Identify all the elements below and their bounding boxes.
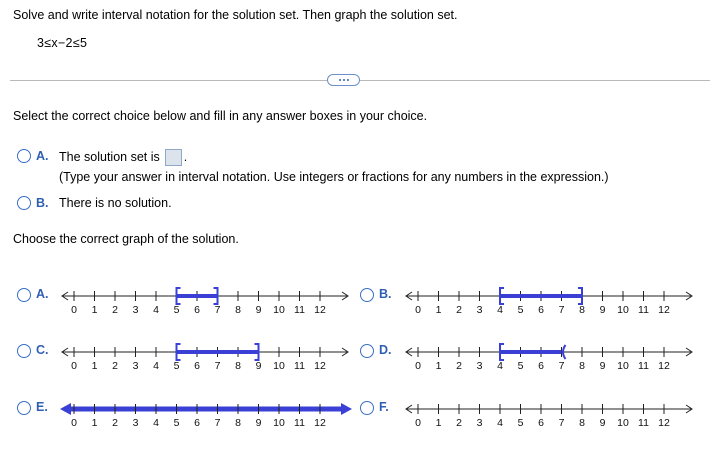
- tick-label: 4: [153, 417, 159, 429]
- graph-letter: F.: [379, 400, 389, 414]
- dot-icon: [347, 79, 349, 81]
- tick-label: 9: [255, 304, 262, 316]
- tick-label: 5: [173, 304, 180, 316]
- tick-label: 6: [538, 360, 544, 372]
- choice-a-label: [59, 149, 187, 166]
- tick-label: 12: [658, 417, 670, 429]
- number-line: [60, 340, 352, 374]
- tick-label: 2: [456, 304, 462, 316]
- choice-b-text: There is no solution.: [59, 196, 172, 210]
- tick-label: 7: [214, 360, 221, 372]
- graph-radio[interactable]: [360, 344, 374, 358]
- graph-radio[interactable]: [360, 288, 374, 302]
- tick-label: 0: [71, 417, 77, 429]
- choice-a-radio[interactable]: [17, 149, 31, 163]
- tick-label: 2: [456, 417, 462, 429]
- tick-label: 4: [497, 304, 503, 316]
- tick-label: 7: [214, 417, 221, 429]
- tick-label: 10: [617, 360, 629, 372]
- tick-label: 0: [415, 417, 421, 429]
- graph-radio[interactable]: [17, 344, 31, 358]
- graph-letter: A.: [36, 287, 49, 301]
- tick-label: 6: [194, 417, 200, 429]
- tick-label: 0: [415, 304, 421, 316]
- tick-label: 8: [579, 304, 585, 316]
- tick-label: 1: [91, 304, 98, 316]
- tick-label: 8: [579, 360, 585, 372]
- expand-more-button[interactable]: [327, 74, 360, 86]
- tick-label: 3: [132, 417, 139, 429]
- tick-label: 12: [658, 360, 670, 372]
- number-line: [404, 397, 696, 431]
- arrow-right-icon: [341, 403, 352, 415]
- tick-label: 4: [497, 417, 503, 429]
- dot-icon: [343, 79, 345, 81]
- choice-b-letter: B.: [36, 196, 49, 210]
- tick-label: 6: [194, 360, 200, 372]
- number-line: [404, 340, 696, 374]
- tick-label: 4: [153, 360, 159, 372]
- tick-label: 3: [476, 417, 483, 429]
- graph-radio[interactable]: [17, 288, 31, 302]
- tick-label: 10: [617, 417, 629, 429]
- choice-b-radio[interactable]: [17, 196, 31, 210]
- tick-label: 1: [435, 360, 442, 372]
- graph-letter: D.: [379, 343, 392, 357]
- tick-label: 12: [314, 360, 326, 372]
- tick-label: 11: [294, 360, 305, 372]
- tick-label: 11: [294, 304, 305, 316]
- tick-label: 5: [173, 360, 180, 372]
- tick-label: 7: [558, 417, 565, 429]
- arrow-left-icon: [60, 403, 71, 415]
- tick-label: 1: [91, 417, 98, 429]
- tick-label: 8: [235, 304, 241, 316]
- part1-prompt: Select the correct choice below and fill in any answer boxes in your choice.: [13, 109, 428, 123]
- tick-label: 7: [558, 304, 565, 316]
- tick-label: 9: [599, 417, 606, 429]
- choice-a-period: .: [183, 149, 188, 164]
- tick-label: 6: [538, 304, 544, 316]
- tick-label: 2: [456, 360, 462, 372]
- interval-answer-box[interactable]: [165, 149, 182, 166]
- graph-letter: C.: [36, 343, 49, 357]
- tick-label: 10: [273, 360, 285, 372]
- tick-label: 9: [255, 360, 262, 372]
- choice-a-hint: (Type your answer in interval notation. Use integers or fractions for any numbers in the expression.): [59, 170, 609, 184]
- tick-label: 8: [235, 360, 241, 372]
- tick-label: 5: [517, 304, 524, 316]
- graph-radio[interactable]: [360, 401, 374, 415]
- tick-label: 1: [91, 360, 98, 372]
- tick-label: 6: [538, 417, 544, 429]
- tick-label: 7: [214, 304, 221, 316]
- tick-label: 3: [476, 360, 483, 372]
- tick-label: 12: [658, 304, 670, 316]
- tick-label: 1: [435, 304, 442, 316]
- tick-label: 11: [638, 360, 649, 372]
- tick-label: 4: [497, 360, 503, 372]
- tick-label: 3: [476, 304, 483, 316]
- graph-letter: E.: [36, 400, 48, 414]
- number-line: [60, 284, 352, 318]
- tick-label: 8: [235, 417, 241, 429]
- tick-label: 0: [71, 360, 77, 372]
- tick-label: 5: [173, 417, 180, 429]
- part2-prompt: Choose the correct graph of the solution.: [13, 232, 239, 246]
- tick-label: 11: [638, 417, 649, 429]
- question-instruction: Solve and write interval notation for the solution set. Then graph the solution set.: [13, 8, 458, 22]
- tick-label: 10: [617, 304, 629, 316]
- tick-label: 8: [579, 417, 585, 429]
- tick-label: 11: [294, 417, 305, 429]
- tick-label: 6: [194, 304, 200, 316]
- choice-a-text: The solution set is: [59, 149, 160, 164]
- tick-label: 1: [435, 417, 442, 429]
- inequality-expression: 3≤x−2≤5: [37, 36, 88, 50]
- choice-a-letter: A.: [36, 149, 49, 163]
- dot-icon: [339, 79, 341, 81]
- tick-label: 2: [112, 304, 118, 316]
- number-line: [60, 397, 352, 431]
- tick-label: 9: [599, 304, 606, 316]
- tick-label: 2: [112, 417, 118, 429]
- tick-label: 0: [415, 360, 421, 372]
- tick-label: 10: [273, 304, 285, 316]
- tick-label: 4: [153, 304, 159, 316]
- tick-label: 10: [273, 417, 285, 429]
- graph-letter: B.: [379, 287, 392, 301]
- tick-label: 9: [255, 417, 262, 429]
- tick-label: 3: [132, 360, 139, 372]
- tick-label: 11: [638, 304, 649, 316]
- tick-label: 7: [558, 360, 565, 372]
- tick-label: 0: [71, 304, 77, 316]
- graph-radio[interactable]: [17, 401, 31, 415]
- section-divider: [10, 80, 710, 81]
- tick-label: 5: [517, 417, 524, 429]
- tick-label: 5: [517, 360, 524, 372]
- number-line: [404, 284, 696, 318]
- tick-label: 12: [314, 417, 326, 429]
- tick-label: 12: [314, 304, 326, 316]
- tick-label: 9: [599, 360, 606, 372]
- tick-label: 2: [112, 360, 118, 372]
- tick-label: 3: [132, 304, 139, 316]
